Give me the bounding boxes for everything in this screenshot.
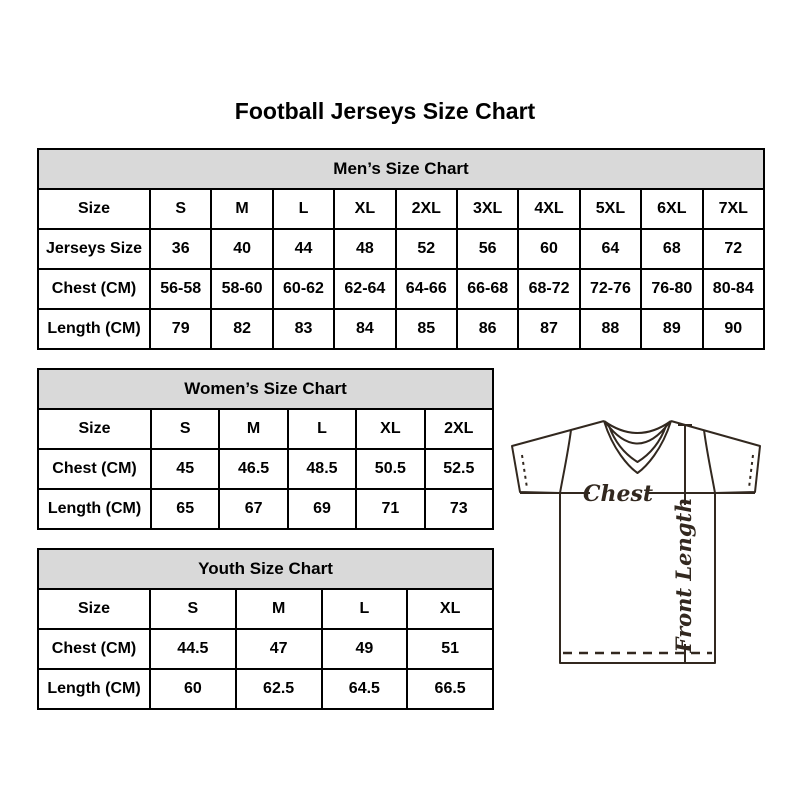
table-cell: 6XL (641, 189, 702, 229)
table-cell: 62-64 (334, 269, 395, 309)
table-cell: 48.5 (288, 449, 356, 489)
row-header: Length (CM) (38, 309, 150, 349)
table-cell: 65 (151, 489, 219, 529)
table-cell: 51 (407, 629, 493, 669)
table-row (38, 309, 764, 349)
table-cell: 4XL (518, 189, 579, 229)
table-cell: 68 (641, 229, 702, 269)
table-cell: L (273, 189, 334, 229)
table-row (38, 629, 493, 669)
table-cell: 72 (703, 229, 764, 269)
womens-size-table (37, 368, 494, 530)
table-cell: 40 (211, 229, 272, 269)
table-cell: 52 (396, 229, 457, 269)
page-title: Football Jerseys Size Chart (234, 98, 536, 124)
women-table-title: Women’s Size Chart (38, 369, 493, 409)
table-cell: L (322, 589, 408, 629)
table-cell: 3XL (457, 189, 518, 229)
row-header: Chest (CM) (38, 449, 151, 489)
table-cell: M (211, 189, 272, 229)
table-cell: 86 (457, 309, 518, 349)
table-title-row (38, 549, 493, 589)
table-cell: L (288, 409, 356, 449)
table-cell: 68-72 (518, 269, 579, 309)
table-cell: 64.5 (322, 669, 408, 709)
table-cell: 56 (457, 229, 518, 269)
table-cell: 64 (580, 229, 641, 269)
table-cell: 60-62 (273, 269, 334, 309)
table-cell: 71 (356, 489, 424, 529)
row-header: Length (CM) (38, 669, 150, 709)
table-cell: 2XL (396, 189, 457, 229)
table-cell: 49 (322, 629, 408, 669)
table-cell: 66.5 (407, 669, 493, 709)
table-cell: 2XL (425, 409, 493, 449)
table-title-row (38, 369, 493, 409)
table-cell: 48 (334, 229, 395, 269)
table-cell: 52.5 (425, 449, 493, 489)
table-row (38, 229, 764, 269)
table-row (38, 589, 493, 629)
table-cell: 88 (580, 309, 641, 349)
table-cell: XL (407, 589, 493, 629)
table-cell: 80-84 (703, 269, 764, 309)
table-cell: 36 (150, 229, 211, 269)
table-cell: 85 (396, 309, 457, 349)
jersey-outline (512, 421, 760, 663)
table-cell: 46.5 (219, 449, 287, 489)
youth-table-title: Youth Size Chart (38, 549, 493, 589)
jersey-measurement-diagram (495, 398, 785, 683)
table-cell: XL (334, 189, 395, 229)
table-row (38, 269, 764, 309)
table-cell: 72-76 (580, 269, 641, 309)
table-cell: 67 (219, 489, 287, 529)
youth-size-table (37, 548, 494, 710)
table-row (38, 669, 493, 709)
row-header: Length (CM) (38, 489, 151, 529)
row-header: Chest (CM) (38, 629, 150, 669)
row-header: Size (38, 189, 150, 229)
row-header: Chest (CM) (38, 269, 150, 309)
table-cell: 64-66 (396, 269, 457, 309)
table-cell: 50.5 (356, 449, 424, 489)
table-cell: 90 (703, 309, 764, 349)
table-cell: 5XL (580, 189, 641, 229)
table-row (38, 409, 493, 449)
table-cell: 76-80 (641, 269, 702, 309)
table-cell: 45 (151, 449, 219, 489)
front-length-label: Front Length (671, 497, 696, 653)
table-cell: S (150, 589, 236, 629)
row-header: Size (38, 409, 151, 449)
table-cell: XL (356, 409, 424, 449)
table-cell: 44.5 (150, 629, 236, 669)
table-cell: 60 (518, 229, 579, 269)
table-row (38, 449, 493, 489)
table-cell: 62.5 (236, 669, 322, 709)
table-cell: 69 (288, 489, 356, 529)
table-cell: 7XL (703, 189, 764, 229)
mens-size-table (37, 148, 765, 350)
table-cell: S (151, 409, 219, 449)
men-table-title: Men’s Size Chart (38, 149, 764, 189)
row-header: Size (38, 589, 150, 629)
table-cell: 87 (518, 309, 579, 349)
table-title-row (38, 149, 764, 189)
table-cell: 66-68 (457, 269, 518, 309)
table-cell: 79 (150, 309, 211, 349)
table-cell: 89 (641, 309, 702, 349)
table-cell: 56-58 (150, 269, 211, 309)
table-row (38, 189, 764, 229)
table-cell: 60 (150, 669, 236, 709)
table-cell: 73 (425, 489, 493, 529)
row-header: Jerseys Size (38, 229, 150, 269)
table-cell: S (150, 189, 211, 229)
table-cell: 83 (273, 309, 334, 349)
table-cell: 47 (236, 629, 322, 669)
table-cell: M (219, 409, 287, 449)
table-row (38, 489, 493, 529)
table-cell: 58-60 (211, 269, 272, 309)
table-cell: 84 (334, 309, 395, 349)
table-cell: 82 (211, 309, 272, 349)
table-cell: 44 (273, 229, 334, 269)
table-cell: M (236, 589, 322, 629)
chest-label: Chest (582, 481, 654, 507)
